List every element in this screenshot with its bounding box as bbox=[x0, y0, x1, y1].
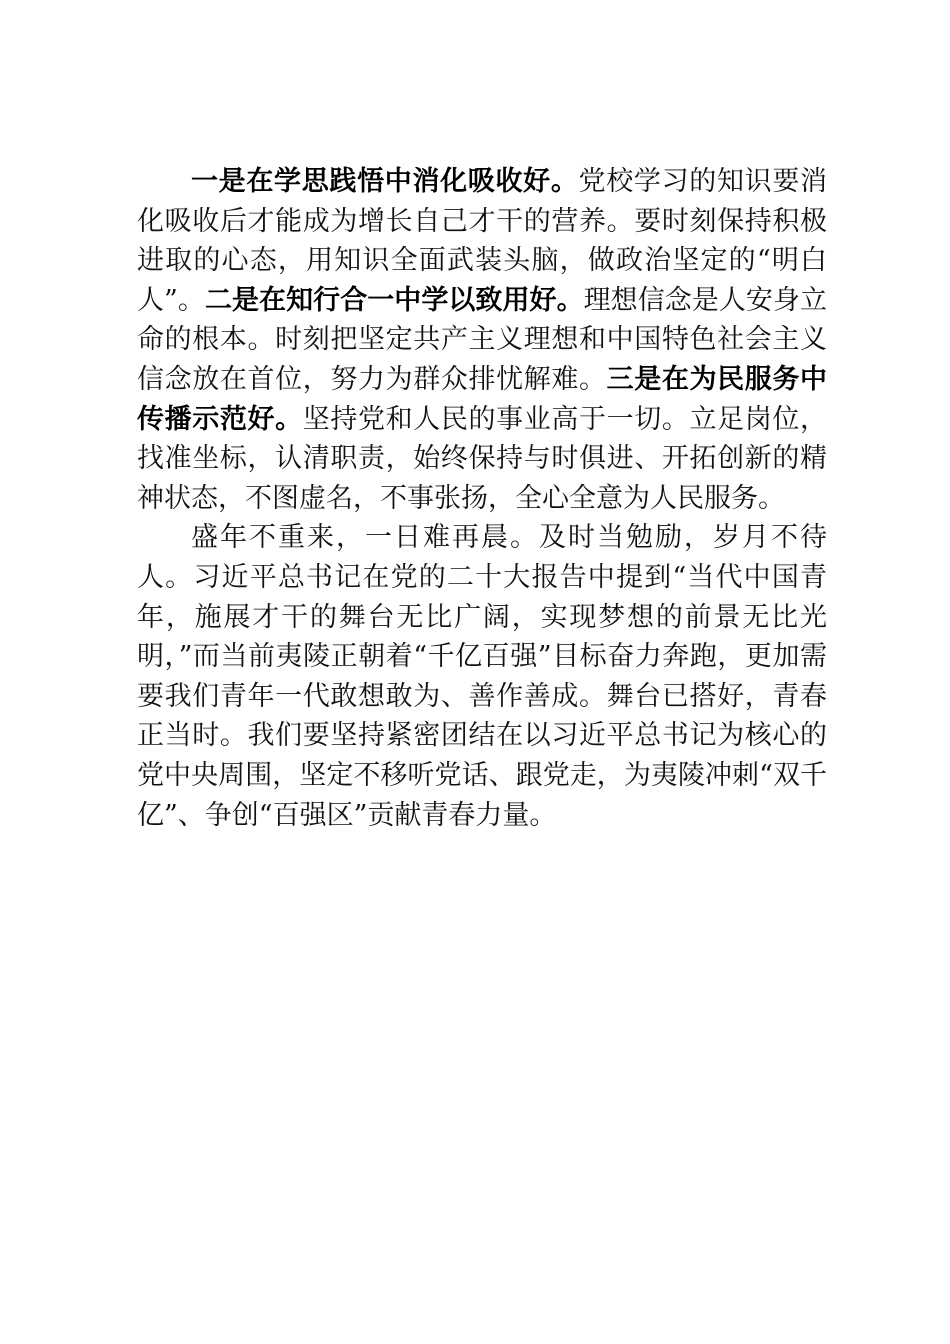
point-three-heading: 三是在为民服务中传播示范好。 bbox=[137, 363, 827, 435]
closing-text: 盛年不重来，一日难再晨。及时当勉励，岁月不待人。习近平总书记在党的二十大报告中提到“当代中国青年，施展才干的舞台无比广阔，实现梦想的前景无比光明，”而当前夷陵正朝着“千亿百强”目标奋力奔跑，更加需要我们青年一代敢想敢为、善作善成。舞台已搭好，青春正当时。我们要坚持紧密团结在以习近平总书记为核心的党中央周围，坚定不移听党话、跟党走，为夷陵冲刺“双千亿”、争创“百强区”贡献青春力量。 bbox=[137, 522, 827, 831]
paragraph-2 bbox=[137, 518, 827, 835]
point-one-heading: 一是在学思践悟中消化吸收好。 bbox=[191, 166, 579, 197]
point-two-heading: 二是在知行合一中学以致用好。 bbox=[204, 284, 584, 316]
point-three-text: 坚持党和人民的事业高于一切。立足岗位，找准坐标，认清职责，始终保持与时俱进、开拓创新的精神状态，不图虚名，不事张扬，全心全意为人民服务。 bbox=[137, 403, 827, 514]
point-one-text: 党校学习的知识要消化吸收后才能成为增长自己才干的营养。要时刻保持积极进取的心态，用知识全面武装头脑，做政治坚定的“明白人”。 bbox=[137, 166, 828, 316]
document-body bbox=[137, 162, 827, 835]
paragraph-1 bbox=[137, 162, 827, 518]
point-two-text: 理想信念是人安身立命的根本。时刻把坚定共产主义理想和中国特色社会主义信念放在首位，努力为群众排忧解难。 bbox=[137, 284, 828, 395]
